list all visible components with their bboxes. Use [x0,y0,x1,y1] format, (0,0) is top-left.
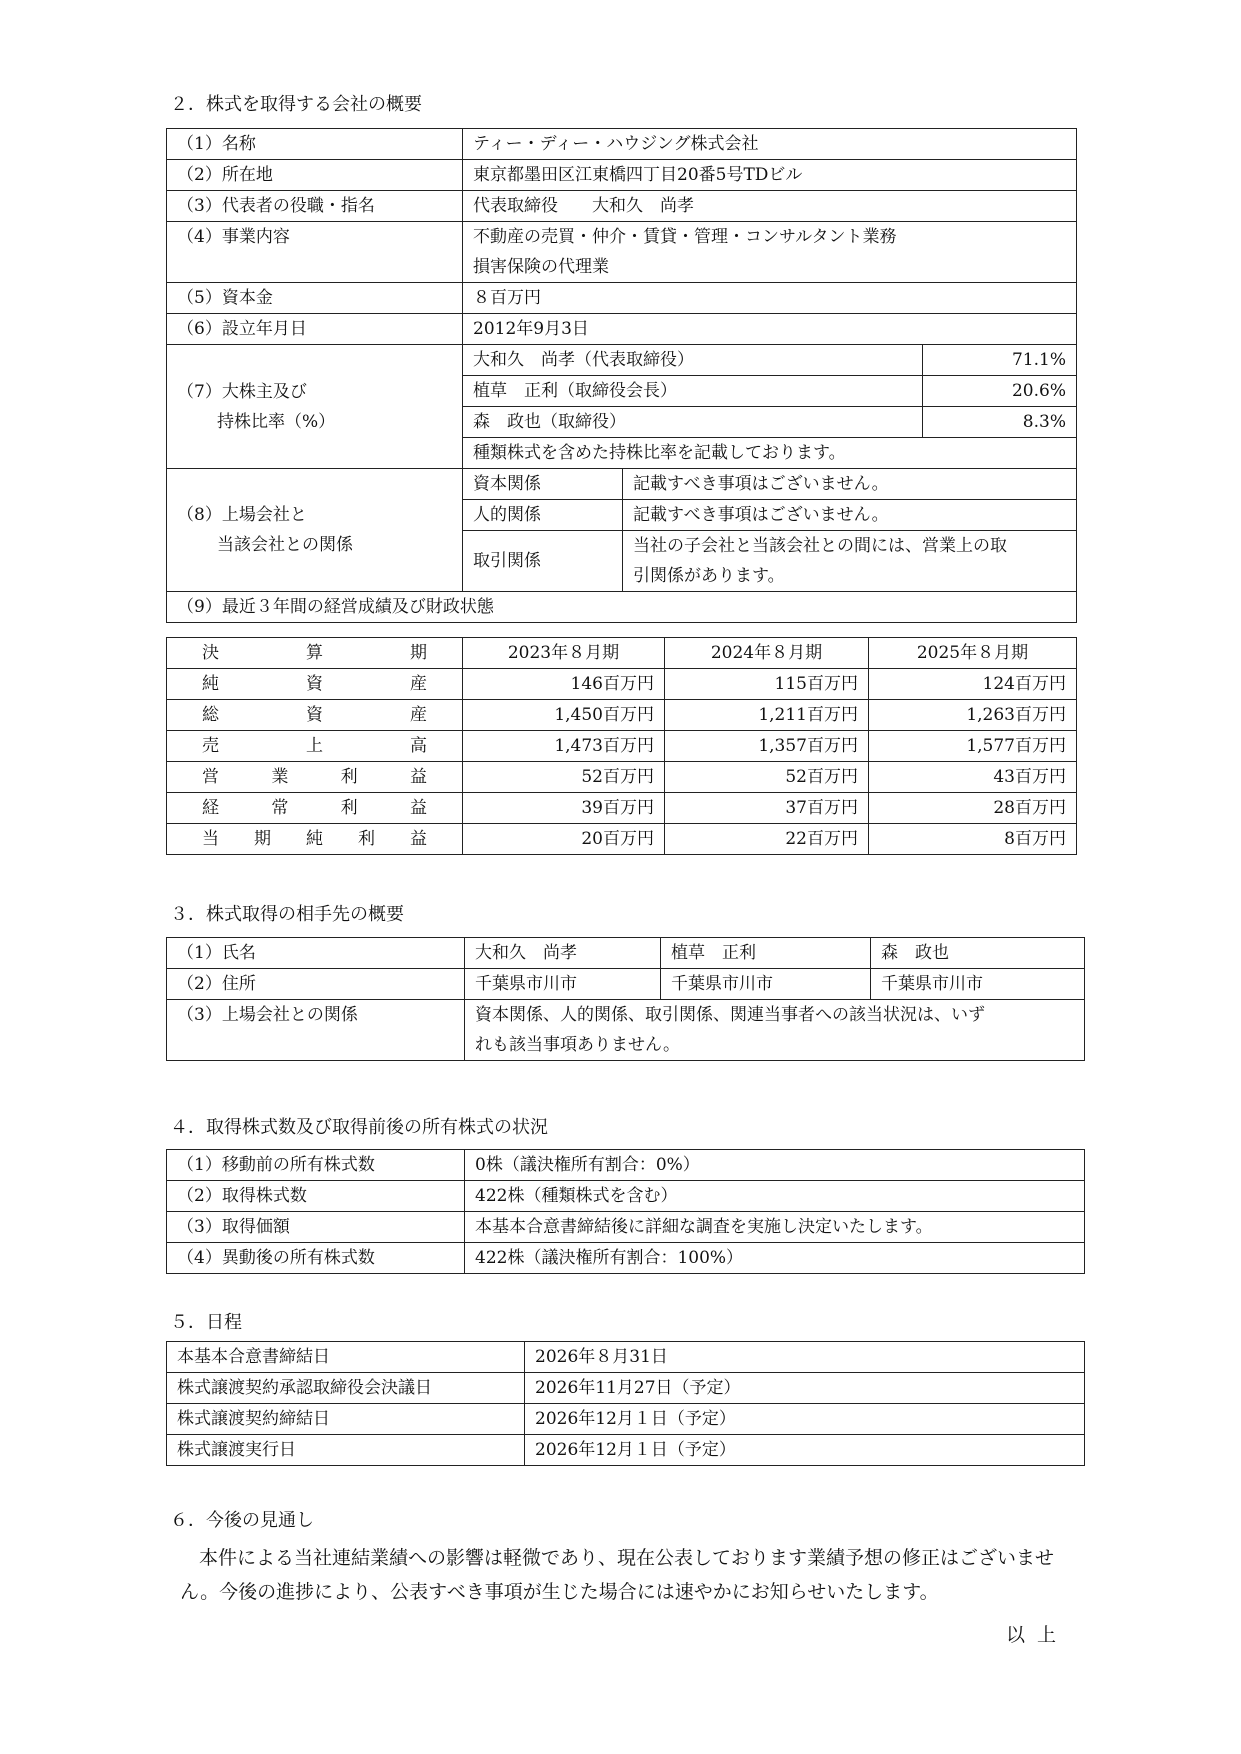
table-row [167,700,1077,731]
label-char: 上 [306,736,323,756]
business-label: （4）事業内容 [167,222,463,283]
metric-value: 1,473百万円 [463,731,665,762]
trade-relation-line-1: 当社の子会社と当該会社との間には、営業上の取 [633,536,1007,556]
business-line-1: 不動産の売買・仲介・賃貸・管理・コンサルタント業務 [473,227,897,247]
metric-value: 39百万円 [463,793,665,824]
label-char: 純 [306,829,323,849]
metric-label [167,731,463,762]
shares-label: （4）異動後の所有株式数 [167,1243,465,1274]
label-char: 業 [271,767,289,787]
header-char: 期 [410,643,427,663]
label-char: 益 [409,767,427,787]
metric-value: 52百万円 [463,762,665,793]
metric-value: 20百万円 [463,824,665,855]
outlook-paragraph: 本件による当社連結業績への影響は軽微であり、現在公表しております業績予想の修正はございません。今後の進捗により、公表すべき事項が生じた場合には速やかにお知らせいたします。 [180,1547,1055,1603]
label-char: 経 [202,798,219,818]
label-char: 期 [254,829,271,849]
counterparty-address-label: （2）住所 [167,969,465,1000]
metric-value: 52百万円 [665,762,869,793]
shares-label: （2）取得株式数 [167,1181,465,1212]
shareholder-ratio: 8.3% [923,407,1077,438]
section-4-heading: ４．取得株式数及び取得前後の所有株式の状況 [170,1117,548,1138]
section-6-heading: ６．今後の見通し [170,1510,314,1531]
label-char: 産 [410,705,427,725]
table-row [167,793,1077,824]
trade-relation-label: 取引関係 [463,531,623,592]
year-header: 2023年８月期 [463,638,665,669]
table-row [167,1150,1085,1181]
relation-label [167,469,463,592]
table-row [167,1435,1085,1466]
table-row [167,283,1077,314]
metric-value: 124百万円 [869,669,1077,700]
table-row [167,1212,1085,1243]
schedule-date: 2026年12月１日（予定） [525,1404,1085,1435]
table-row [167,762,1077,793]
shareholder-name: 森 政也（取締役） [463,407,923,438]
counterparty-relation-label: （3）上場会社との関係 [167,1000,465,1061]
business-line-2: 損害保険の代理業 [473,257,609,277]
shareholders-label [167,345,463,469]
table-row [167,345,1077,376]
label-char: 営 [202,767,219,787]
shares-value: 0株（議決権所有割合：0%） [465,1150,1085,1181]
metric-value: 1,357百万円 [665,731,869,762]
schedule-label: 株式譲渡契約締結日 [167,1404,525,1435]
founded-date: 2012年9月3日 [463,314,1077,345]
table-row [167,1404,1085,1435]
shares-label: （3）取得価額 [167,1212,465,1243]
table-row [167,314,1077,345]
counterparty-relation-line-2: れも該当事項ありません。 [475,1035,681,1055]
shareholders-label-line-2: 持株比率（%） [217,411,336,432]
capital-relation-label: 資本関係 [463,469,623,500]
capital-label: （5）資本金 [167,283,463,314]
table-row [167,669,1077,700]
representative-label: （3）代表者の役職・指名 [167,191,463,222]
metric-label [167,700,463,731]
schedule-date: 2026年12月１日（予定） [525,1435,1085,1466]
table-row [167,469,1077,500]
metric-value: 28百万円 [869,793,1077,824]
schedule-table [166,1341,1085,1466]
metric-value: 43百万円 [869,762,1077,793]
schedule-date: 2026年８月31日 [525,1342,1085,1373]
counterparty-address: 千葉県市川市 [465,969,661,1000]
counterparty-table [166,937,1085,1061]
counterparty-name: 大和久 尚孝 [465,938,661,969]
table-row [167,592,1077,623]
metric-value: 22百万円 [665,824,869,855]
relation-label-line-1: （8）上場会社と [177,505,307,525]
shares-label: （1）移動前の所有株式数 [167,1150,465,1181]
closing-mark: 以上 [1006,1624,1069,1646]
company-name: ティー・ディー・ハウジング株式会社 [463,129,1077,160]
counterparty-name: 森 政也 [871,938,1085,969]
metric-label [167,669,463,700]
metric-label [167,824,463,855]
label-char: 益 [410,829,427,849]
metric-value: 115百万円 [665,669,869,700]
header-char: 決 [202,643,219,663]
trade-relation [623,531,1077,592]
shares-value: 本基本合意書締結後に詳細な調査を実施し決定いたします。 [465,1212,1085,1243]
founded-label: （6）設立年月日 [167,314,463,345]
table-row [167,1342,1085,1373]
section-5-heading: ５．日程 [170,1312,242,1333]
schedule-label: 株式譲渡契約承認取締役会決議日 [167,1373,525,1404]
table-row [167,938,1085,969]
table-row [167,638,1077,669]
shares-value: 422株（議決権所有割合：100%） [465,1243,1085,1274]
metric-value: 1,450百万円 [463,700,665,731]
shareholders-note: 種類株式を含めた持株比率を記載しております。 [463,438,1077,469]
relation-label-line-2: 当該会社との関係 [217,535,353,555]
table-row [167,160,1077,191]
shareholder-name: 大和久 尚孝（代表取締役） [463,345,923,376]
period-header [167,638,463,669]
label-char: 総 [202,705,219,725]
metric-label [167,762,463,793]
shareholder-ratio: 71.1% [923,345,1077,376]
schedule-date: 2026年11月27日（予定） [525,1373,1085,1404]
shareholder-name: 植草 正利（取締役会長） [463,376,923,407]
name-label: （1）名称 [167,129,463,160]
schedule-label: 株式譲渡実行日 [167,1435,525,1466]
shareholder-ratio: 20.6% [923,376,1077,407]
label-char: 純 [202,674,219,694]
personnel-relation-label: 人的関係 [463,500,623,531]
counterparty-name: 植草 正利 [661,938,871,969]
counterparty-address: 千葉県市川市 [871,969,1085,1000]
year-header: 2025年８月期 [869,638,1077,669]
table-row [167,969,1085,1000]
table-row [167,1181,1085,1212]
table-row [167,1000,1085,1061]
label-char: 資 [306,705,323,725]
metric-label [167,793,463,824]
counterparty-address: 千葉県市川市 [661,969,871,1000]
label-char: 利 [340,767,358,787]
capital-value: ８百万円 [463,283,1077,314]
schedule-label: 本基本合意書締結日 [167,1342,525,1373]
table-row [167,129,1077,160]
address-label: （2）所在地 [167,160,463,191]
table-row [167,1373,1085,1404]
section-2-heading: ２．株式を取得する会社の概要 [170,94,422,115]
capital-relation: 記載すべき事項はございません。 [623,469,1077,500]
table-row [167,1243,1085,1274]
label-char: 売 [202,736,219,756]
metric-value: 1,211百万円 [665,700,869,731]
label-char: 当 [202,829,219,849]
table-row [167,191,1077,222]
company-overview-table [166,128,1077,623]
metric-value: 146百万円 [463,669,665,700]
shares-value: 422株（種類株式を含む） [465,1181,1085,1212]
counterparty-relation [465,1000,1085,1061]
table-row [167,824,1077,855]
results-table [166,637,1077,855]
counterparty-relation-line-1: 資本関係、人的関係、取引関係、関連当事者への該当状況は、いず [475,1005,985,1025]
company-address: 東京都墨田区江東橋四丁目20番5号TDビル [463,160,1077,191]
header-char: 算 [306,643,323,663]
business-description [463,222,1077,283]
label-char: 高 [410,736,427,756]
table-row [167,731,1077,762]
results-label: （9）最近３年間の経営成績及び財政状態 [167,592,1077,623]
representative: 代表取締役 大和久 尚孝 [463,191,1077,222]
year-header: 2024年８月期 [665,638,869,669]
shares-table [166,1149,1085,1274]
label-char: 利 [340,798,358,818]
metric-value: 1,577百万円 [869,731,1077,762]
metric-value: 1,263百万円 [869,700,1077,731]
shareholders-label-line-1: （7）大株主及び [177,381,307,402]
trade-relation-line-2: 引関係があります。 [633,566,785,586]
label-char: 常 [271,798,289,818]
counterparty-name-label: （1）氏名 [167,938,465,969]
table-row [167,222,1077,283]
personnel-relation: 記載すべき事項はございません。 [623,500,1077,531]
metric-value: 8百万円 [869,824,1077,855]
label-char: 益 [409,798,427,818]
label-char: 産 [410,674,427,694]
label-char: 資 [306,674,323,694]
metric-value: 37百万円 [665,793,869,824]
section-3-heading: ３．株式取得の相手先の概要 [170,904,404,925]
label-char: 利 [358,829,375,849]
